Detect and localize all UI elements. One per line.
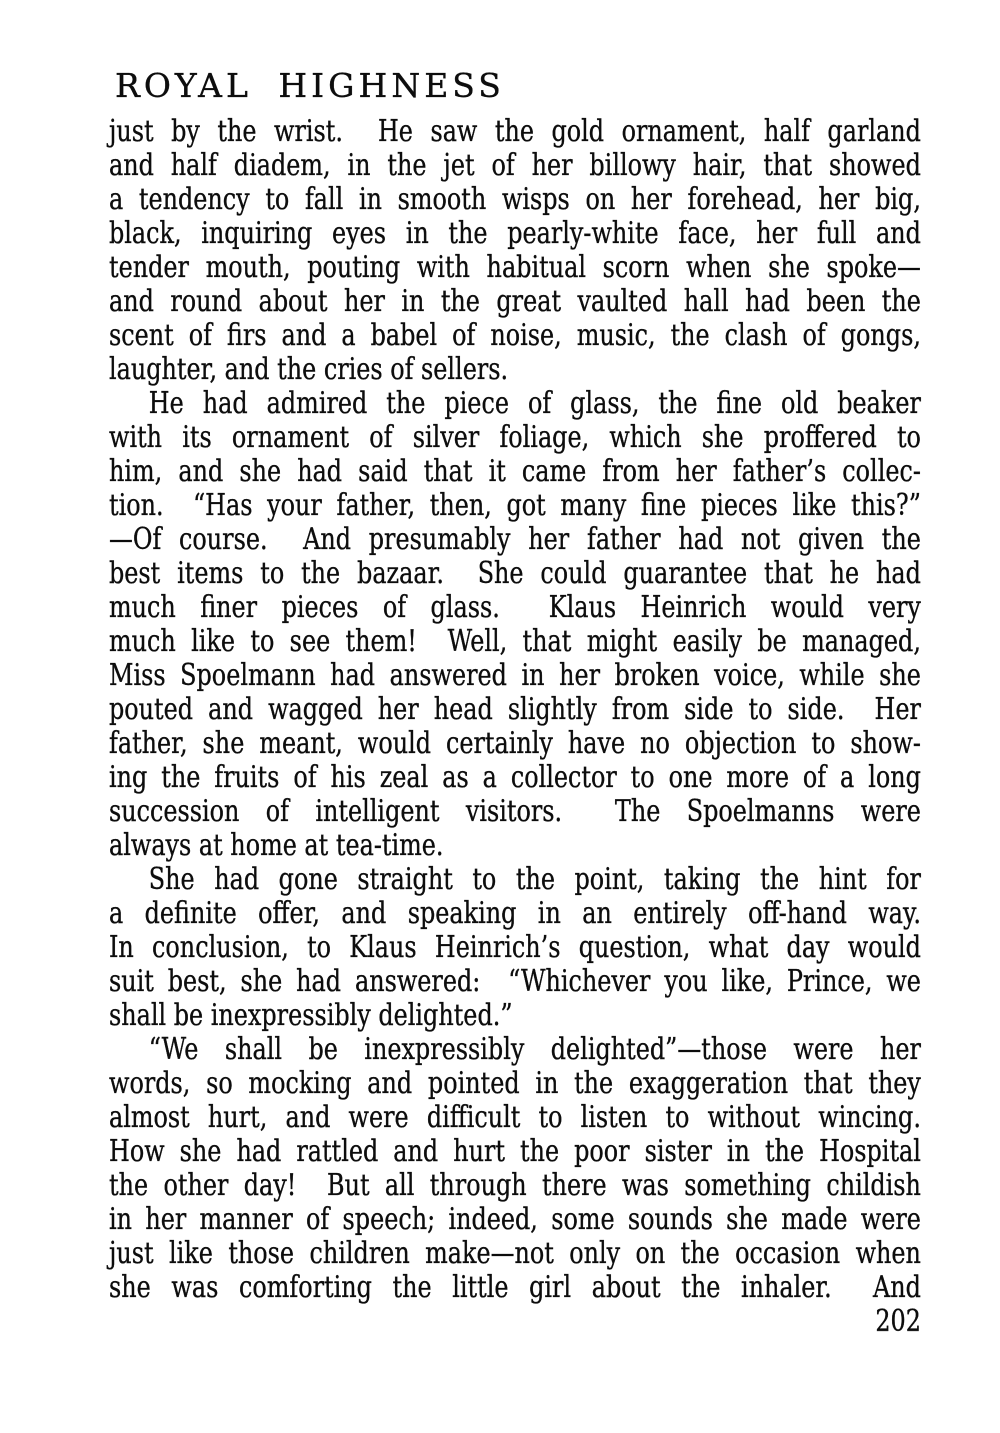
text-line: in her manner of speech; indeed, some sounds she made were	[109, 1202, 921, 1237]
text-line: just like those children make—not only on the occasion when	[109, 1236, 921, 1271]
page-number: 202	[875, 1304, 921, 1339]
text-line: a tendency to fall in smooth wisps on her forehead, her big,	[109, 182, 921, 217]
book-page	[109, 0, 921, 1339]
text-line: She had gone straight to the point, taking the hint for	[148, 862, 921, 897]
text-line: always at home at tea-time.	[109, 828, 444, 863]
text-line: “We shall be inexpressibly delighted”—those were her	[148, 1032, 921, 1067]
page-number-row	[109, 1305, 921, 1339]
text-line: almost hurt, and were difficult to listen to without wincing.	[109, 1100, 921, 1135]
text-line: succession of intelligent visitors. The Spoelmanns were	[109, 794, 921, 829]
text-line: much like to see them! Well, that might easily be managed,	[109, 624, 921, 659]
text-line: tender mouth, pouting with habitual scorn when she spoke—	[109, 250, 921, 285]
text-line: him, and she had said that it came from her father’s collec-	[109, 454, 921, 489]
text-line: How she had rattled and hurt the poor sister in the Hospital	[109, 1134, 921, 1169]
text-line: father, she meant, would certainly have no objection to show-	[109, 726, 921, 761]
text-line: and round about her in the great vaulted hall had been the	[109, 284, 921, 319]
text-line: much finer pieces of glass. Klaus Heinrich would very	[109, 590, 921, 625]
text-line: ing the fruits of his zeal as a collector to one more of a long	[109, 760, 921, 795]
text-line: a definite offer, and speaking in an entirely off-hand way.	[109, 896, 921, 931]
text-line: Miss Spoelmann had answered in her broken voice, while she	[109, 658, 921, 693]
text-line: shall be inexpressibly delighted.”	[109, 998, 513, 1033]
text-line: with its ornament of silver foliage, which she proffered to	[109, 420, 921, 455]
text-line: words, so mocking and pointed in the exaggeration that they	[109, 1066, 921, 1101]
text-line: just by the wrist. He saw the gold ornament, half garland	[109, 114, 921, 149]
text-line: black, inquiring eyes in the pearly-white face, her full and	[109, 216, 921, 251]
text-line: He had admired the piece of glass, the fine old beaker	[148, 386, 921, 421]
text-line: In conclusion, to Klaus Heinrich’s question, what day would	[109, 930, 921, 965]
text-line: tion. “Has your father, then, got many fine pieces like this?”	[109, 488, 921, 523]
text-line: laughter, and the cries of sellers.	[109, 352, 509, 387]
text-line: suit best, she had answered: “Whichever you like, Prince, we	[109, 964, 921, 999]
page-text	[109, 115, 921, 1305]
text-line: scent of firs and a babel of noise, music, the clash of gongs,	[109, 318, 921, 353]
running-header: ROYAL HIGHNESS	[115, 66, 505, 105]
text-line: best items to the bazaar. She could guarantee that he had	[109, 556, 921, 591]
text-line: —Of course. And presumably her father had not given the	[109, 522, 921, 557]
text-line: and half diadem, in the jet of her billowy hair, that showed	[109, 148, 921, 183]
text-line: pouted and wagged her head slightly from side to side. Her	[109, 692, 921, 727]
text-line: the other day! But all through there was something childish	[109, 1168, 921, 1203]
text-line: she was comforting the little girl about the inhaler. And	[109, 1270, 921, 1305]
